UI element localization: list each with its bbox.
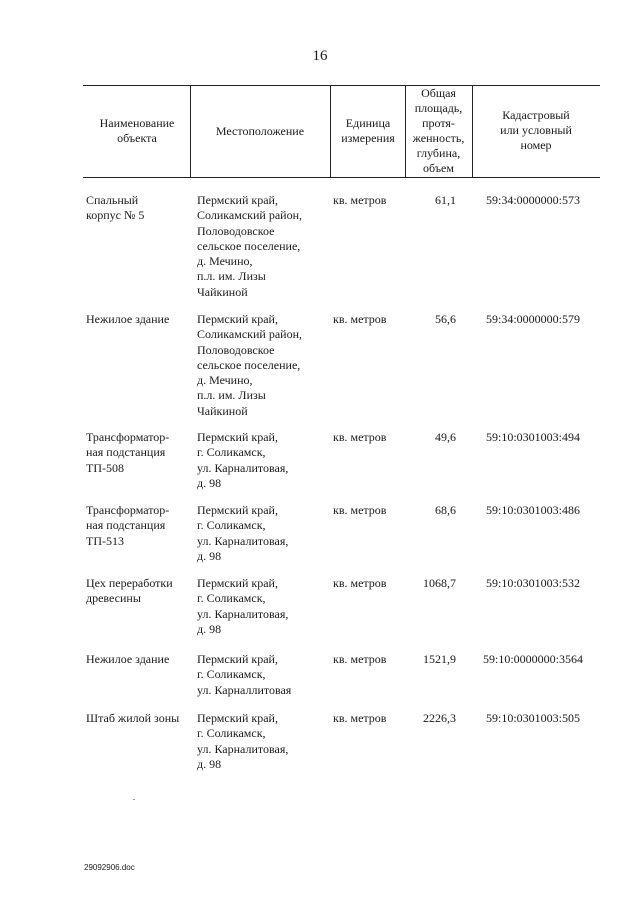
object-cadastral-number: 59:10:0301003:494 xyxy=(485,430,580,444)
column-divider xyxy=(330,85,331,177)
object-name: Нежилое здание xyxy=(86,312,170,326)
scan-speck xyxy=(133,799,135,800)
object-location: Пермский край, г. Соликамск, ул. Карналитовая, д. 98 xyxy=(197,711,289,771)
header-cadastral: Кадастровый или условный номер xyxy=(500,108,572,152)
header-area: Общая площадь, протя- женность, глубина, объем xyxy=(412,86,465,175)
object-area: 68,6 xyxy=(435,503,456,517)
object-name: Спальный корпус № 5 xyxy=(86,193,145,223)
object-area: 2226,3 xyxy=(423,711,456,725)
header-name: Наименование объекта xyxy=(99,116,175,145)
object-location: Пермский край, г. Соликамск, ул. Карналитовая, д. 98 xyxy=(197,430,289,490)
object-cadastral-number: 59:34:0000000:573 xyxy=(485,193,580,207)
object-cadastral-number: 59:10:0301003:505 xyxy=(485,711,580,725)
object-location: Пермский край, г. Соликамск, ул. Карналитовая, д. 98 xyxy=(197,576,289,636)
object-location: Пермский край, Соликамский район, Половодовское сельское поселение, д. Мечино, п.л. им. Лизы Чайкиной xyxy=(197,193,302,299)
object-name: Цех переработки древесины xyxy=(86,576,173,606)
object-name: Штаб жилой зоны xyxy=(86,711,180,725)
object-cadastral-number: 59:10:0301003:486 xyxy=(485,503,580,517)
object-location: Пермский край, г. Соликамск, ул. Карналлитовая xyxy=(197,652,292,697)
object-name: Нежилое здание xyxy=(86,652,170,666)
object-location: Пермский край, Соликамский район, Половодовское сельское поселение, д. Мечино, п.л. им. Лизы Чайкиной xyxy=(197,312,302,418)
object-cadastral-number: 59:10:0301003:532 xyxy=(485,576,580,590)
object-area: 56,6 xyxy=(435,312,456,326)
object-name: Трансформатор- ная подстанция ТП-513 xyxy=(86,503,170,548)
object-name: Трансформатор- ная подстанция ТП-508 xyxy=(86,430,170,475)
object-unit: кв. метров xyxy=(333,711,387,725)
object-unit: кв. метров xyxy=(333,430,387,444)
object-area: 61,1 xyxy=(435,193,456,207)
header-location: Местоположение xyxy=(215,124,305,138)
object-area: 49,6 xyxy=(435,430,456,444)
page-number: 16 xyxy=(312,48,328,64)
object-location: Пермский край, г. Соликамск, ул. Карналитовая, д. 98 xyxy=(197,503,289,563)
object-unit: кв. метров xyxy=(333,652,387,666)
object-area: 1068,7 xyxy=(423,576,456,590)
column-divider xyxy=(190,85,191,177)
object-cadastral-number: 59:10:0000000:3564 xyxy=(482,652,583,666)
object-unit: кв. метров xyxy=(333,503,387,517)
object-unit: кв. метров xyxy=(333,193,387,207)
footer-filename: 29092906.doc xyxy=(84,863,135,872)
object-unit: кв. метров xyxy=(333,312,387,326)
table-header-bottom-rule xyxy=(83,177,600,178)
column-divider xyxy=(472,85,473,177)
header-unit: Единица измерения xyxy=(341,116,395,145)
object-cadastral-number: 59:34:0000000:579 xyxy=(485,312,580,326)
object-area: 1521,9 xyxy=(423,652,456,666)
object-unit: кв. метров xyxy=(333,576,387,590)
table-top-rule xyxy=(83,85,600,86)
